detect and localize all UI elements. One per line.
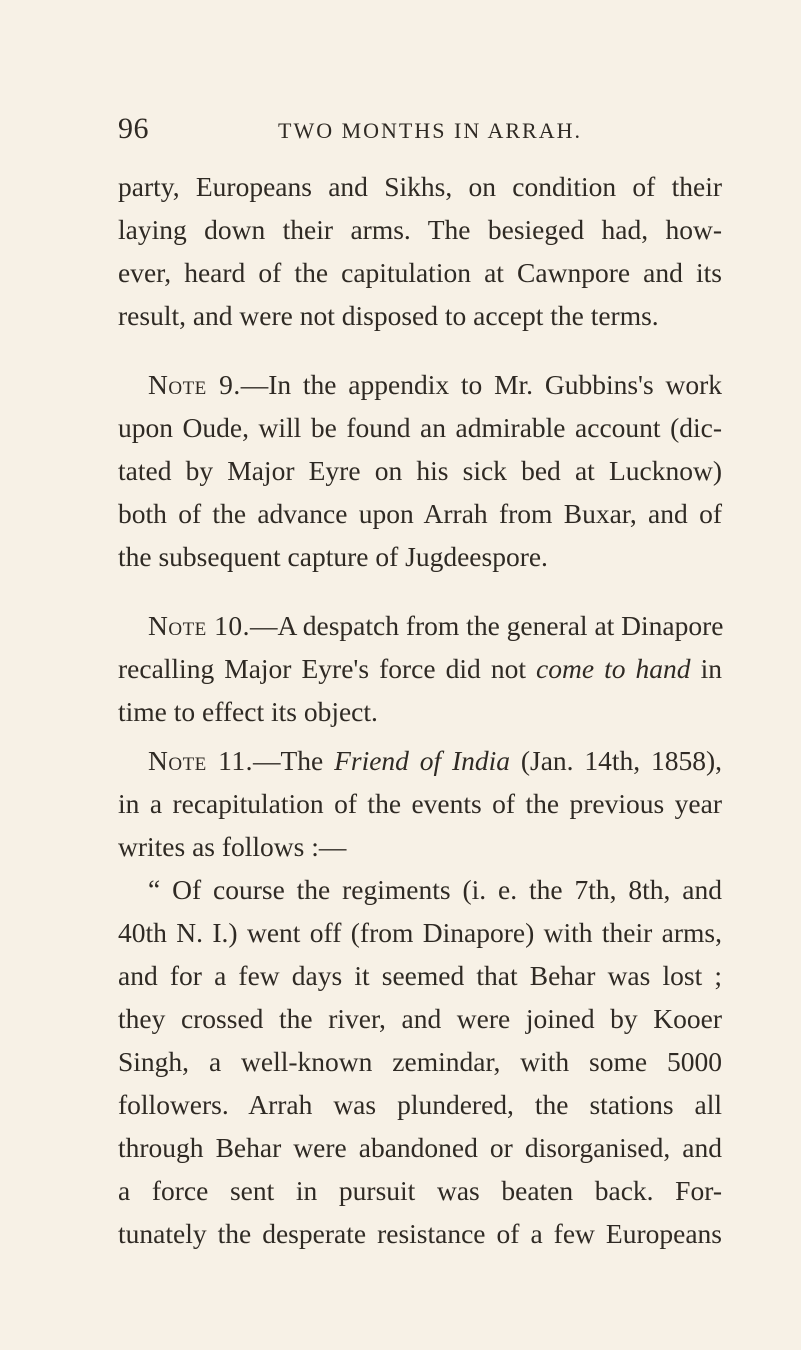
text-line: through Behar were abandoned or disorganised, and	[118, 1132, 722, 1163]
text-line: the subsequent capture of Jugdeespore.	[118, 541, 548, 572]
page-header	[118, 112, 718, 152]
note-text: —The	[252, 745, 335, 776]
running-head: TWO MONTHS IN ARRAH.	[278, 118, 582, 143]
text-line: and for a few days it seemed that Behar was lost ;	[118, 960, 722, 991]
text-line: party, Europeans and Sikhs, on condition of their	[118, 171, 722, 202]
text-line: tunately the desperate resistance of a few Europeans	[118, 1218, 722, 1249]
text-line: tated by Major Eyre on his sick bed at Lucknow)	[118, 455, 722, 486]
note-text: —In the appendix to Mr. Gubbins's work	[240, 369, 722, 400]
note-label: Note 10.	[148, 610, 251, 641]
italic-phrase: come to hand	[536, 653, 691, 684]
text-line: in a recapitulation of the events of the previous year	[118, 788, 722, 819]
note-11	[118, 739, 722, 868]
note-text: (Jan. 14th, 1858),	[510, 745, 722, 776]
note-text: —A despatch from the general at Dinapore	[250, 610, 724, 641]
text-line: 40th N. I.) went off (from Dinapore) with their arms,	[118, 917, 722, 948]
text-line	[118, 363, 722, 406]
text-line: result, and were not disposed to accept the terms.	[118, 300, 659, 331]
text-line	[118, 739, 722, 782]
text-line: ever, heard of the capitulation at Cawnpore and its	[118, 257, 722, 288]
text-line	[118, 604, 722, 647]
text-line: laying down their arms. The besieged had, how-	[118, 214, 722, 245]
body-text	[118, 165, 722, 1255]
text-line: “ Of course the regiments (i. e. the 7th, 8th, and	[148, 874, 722, 905]
note-text: recalling Major Eyre's force did not	[118, 653, 537, 684]
note-10	[118, 604, 722, 733]
note-9	[118, 363, 722, 578]
text-line	[118, 647, 722, 690]
page-number: 96	[118, 112, 149, 145]
note-text: in	[690, 653, 722, 684]
note-label: Note 11.	[148, 745, 253, 776]
quotation	[118, 868, 722, 1255]
text-line: writes as follows :—	[118, 831, 347, 862]
text-line: they crossed the river, and were joined by Kooer	[118, 1003, 722, 1034]
text-line: both of the advance upon Arrah from Buxar, and of	[118, 498, 722, 529]
text-line: a force sent in pursuit was beaten back. For-	[118, 1175, 722, 1206]
text-line: upon Oude, will be found an admirable account (dic-	[118, 412, 722, 443]
text-line: Singh, a well-known zemindar, with some 5000	[118, 1046, 722, 1077]
paragraph-continuation	[118, 165, 722, 337]
text-line: followers. Arrah was plundered, the stations all	[118, 1089, 722, 1120]
italic-title: Friend of India	[334, 745, 511, 776]
text-line: time to effect its object.	[118, 696, 378, 727]
note-label: Note 9.	[148, 369, 241, 400]
